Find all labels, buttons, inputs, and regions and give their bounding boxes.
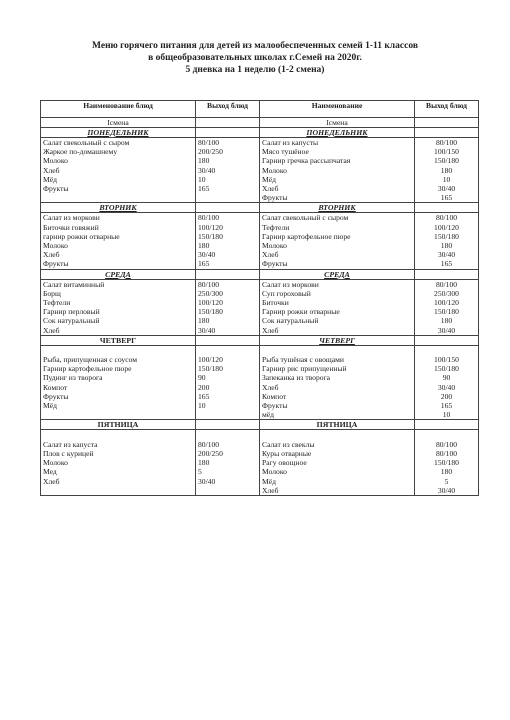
menu-table — [40, 100, 479, 496]
dish-portion: 30/40 — [198, 165, 216, 175]
shift-row — [41, 118, 479, 128]
dish-portion: 180 — [440, 165, 453, 175]
portion-list-right — [415, 279, 479, 335]
dish-portion: 80/100 — [198, 439, 220, 449]
dish-name: Салат витаминный — [43, 279, 105, 289]
day-items-row — [41, 430, 479, 495]
dish-name: Хлеб — [43, 250, 60, 260]
day-items-row — [41, 213, 479, 269]
dish-portion: 180 — [440, 241, 453, 251]
dish-portion: 150/180 — [434, 307, 459, 317]
dish-name: Молоко — [43, 241, 68, 251]
dish-list-right — [260, 430, 415, 495]
header-portion-2: Выход блюд — [415, 101, 479, 118]
day-header-row — [41, 420, 479, 430]
shift-left: Iсмена — [41, 118, 196, 128]
title-line-2: в общеобразовательных школах г.Семей на 2020г. — [148, 53, 362, 63]
dish-portion: 10 — [442, 174, 451, 184]
dish-portion: 180 — [440, 467, 453, 477]
header-portion: Выход блюд — [196, 101, 260, 118]
dish-portion: 100/120 — [198, 298, 223, 308]
dish-name: Хлеб — [262, 325, 279, 335]
dish-name: Хлеб — [43, 476, 60, 486]
dish-portion: 30/40 — [437, 250, 456, 260]
dish-portion: 80/100 — [435, 279, 458, 289]
dish-name: Мёд — [43, 401, 57, 411]
dish-name: Мёд — [43, 174, 57, 184]
portion-list-left — [196, 213, 260, 269]
dish-name: Салат из капуста — [43, 439, 98, 449]
dish-portion: 30/40 — [198, 325, 216, 335]
dish-portion: 200 — [198, 382, 210, 392]
dish-portion: 165 — [198, 259, 210, 269]
dish-list-left — [41, 213, 196, 269]
dish-portion: 30/40 — [198, 476, 216, 486]
dish-name: Гарнир картофельное пюре — [262, 231, 351, 241]
dish-name: Мед — [43, 467, 57, 477]
dish-portion: 150/180 — [434, 156, 459, 166]
day-label-right: ПОНЕДЕЛЬНИК — [260, 128, 415, 138]
dish-portion: 150/180 — [434, 364, 459, 374]
day-items-row — [41, 345, 479, 420]
dish-portion: 30/40 — [437, 485, 456, 495]
dish-portion — [417, 346, 476, 355]
dish-list-right — [260, 213, 415, 269]
day-label-right: ПЯТНИЦА — [260, 420, 415, 430]
dish-name: Гарнир гречка рассыпчатая — [262, 156, 351, 166]
day-blank — [196, 335, 260, 345]
day-blank — [415, 335, 479, 345]
dish-name: Хлеб — [262, 250, 279, 260]
day-blank — [415, 128, 479, 138]
dish-name: Хлеб — [43, 325, 60, 335]
dish-portion: 100/120 — [198, 222, 223, 232]
dish-portion: 100/150 — [434, 147, 459, 157]
portion-list-left — [196, 345, 260, 420]
day-label-right: ВТОРНИК — [260, 203, 415, 213]
dish-portion: 30/40 — [437, 325, 456, 335]
portion-list-right — [415, 213, 479, 269]
dish-portion: 80/100 — [198, 279, 220, 289]
day-label-right: ЧЕТВЕРГ — [260, 335, 415, 345]
dish-portion: 100/120 — [434, 222, 459, 232]
dish-name: Мёд — [262, 174, 276, 184]
dish-name — [43, 346, 193, 355]
dish-portion: 90 — [198, 373, 206, 383]
dish-portion: 180 — [440, 316, 453, 326]
dish-portion: 150/180 — [198, 364, 223, 374]
dish-name: Мёд — [262, 476, 276, 486]
dish-portion: 180 — [198, 458, 210, 468]
dish-name: Рыба, припущенная с соусом — [43, 355, 138, 365]
dish-name: Гарнир картофельное пюре — [43, 364, 132, 374]
dish-list-left — [41, 430, 196, 495]
dish-portion: 250/300 — [434, 288, 459, 298]
dish-name: Компот — [262, 391, 287, 401]
day-header-row — [41, 335, 479, 345]
dish-portion: 165 — [440, 259, 453, 269]
day-blank — [415, 269, 479, 279]
dish-portion: 150/180 — [198, 307, 223, 317]
dish-name: Фрукты — [43, 391, 69, 401]
dish-name: Тефтели — [262, 222, 290, 232]
dish-name: Салат из моркови — [262, 279, 319, 289]
shift-right-blank — [415, 118, 479, 128]
day-label-left: СРЕДА — [41, 269, 196, 279]
dish-name: Фрукты — [262, 401, 288, 411]
dish-name: Запеканка из творога — [262, 373, 331, 383]
dish-list-left — [41, 345, 196, 420]
day-label-left: ПЯТНИЦА — [41, 420, 196, 430]
dish-name: мёд — [262, 410, 275, 420]
dish-name: Молоко — [43, 156, 68, 166]
day-blank — [415, 203, 479, 213]
day-blank — [415, 420, 479, 430]
dish-name: Мясо тушёное — [262, 147, 309, 157]
dish-portion: 80/100 — [435, 448, 458, 458]
dish-portion: 180 — [198, 156, 210, 166]
portion-list-right — [415, 138, 479, 203]
day-blank — [196, 420, 260, 430]
dish-portion: 165 — [198, 391, 210, 401]
day-items-row — [41, 279, 479, 335]
day-label-left: ЧЕТВЕРГ — [41, 335, 196, 345]
dish-name: Биточки — [262, 298, 289, 308]
dish-name: Сок натуральный — [262, 316, 319, 326]
dish-portion: 80/100 — [435, 138, 458, 147]
dish-name: Гарнир перловый — [43, 307, 100, 317]
dish-portion: 30/40 — [437, 382, 456, 392]
dish-portion: 100/120 — [434, 298, 459, 308]
dish-portion: 150/180 — [434, 231, 459, 241]
dish-portion: 80/100 — [435, 439, 458, 449]
dish-name: гарнир рожки отварные — [43, 231, 120, 241]
dish-portion — [417, 430, 476, 439]
day-blank — [196, 128, 260, 138]
dish-portion: 10 — [198, 401, 206, 411]
portion-list-right — [415, 345, 479, 420]
day-blank — [196, 269, 260, 279]
dish-portion: 150/180 — [198, 231, 223, 241]
header-dish-name-2: Наименование — [260, 101, 415, 118]
day-header-row — [41, 128, 479, 138]
dish-portion: 180 — [198, 316, 210, 326]
dish-portion: 30/40 — [437, 184, 456, 194]
dish-name: Хлеб — [262, 485, 279, 495]
dish-name: Фрукты — [262, 259, 288, 269]
dish-name: Молоко — [262, 165, 287, 175]
dish-portion: 10 — [198, 174, 206, 184]
dish-name: Суп гороховый — [262, 288, 311, 298]
dish-portion: 165 — [198, 184, 210, 194]
dish-name: Борщ — [43, 288, 61, 298]
dish-portion: 100/150 — [434, 355, 459, 365]
dish-portion: 165 — [440, 401, 453, 411]
dish-portion — [198, 346, 257, 355]
portion-list-left — [196, 138, 260, 203]
dish-name: Хлеб — [43, 165, 60, 175]
title-line-3: 5 дневка на 1 неделю (1-2 смена) — [185, 65, 325, 75]
shift-right: Iсмена — [260, 118, 415, 128]
dish-portion: 80/100 — [198, 138, 220, 147]
dish-name: Тефтели — [43, 298, 71, 308]
dish-name: Фрукты — [262, 193, 288, 203]
dish-name: Салат свекольный с сыром — [262, 213, 349, 223]
title-line-1: Меню горячего питания для детей из малообеспеченных семей 1-11 классов — [92, 41, 418, 51]
dish-name: Жаркое по-домашнему — [43, 147, 118, 157]
portion-list-left — [196, 279, 260, 335]
day-header-row — [41, 269, 479, 279]
dish-list-right — [260, 345, 415, 420]
dish-portion: 200/250 — [198, 448, 223, 458]
day-blank — [196, 203, 260, 213]
dish-portion: 10 — [442, 410, 451, 420]
dish-name: Молоко — [43, 458, 68, 468]
dish-portion: 200/250 — [198, 147, 223, 157]
dish-name: Салат из капусты — [262, 138, 319, 147]
dish-name: Салат из моркови — [43, 213, 100, 223]
dish-portion: 5 — [198, 467, 202, 477]
portion-list-right — [415, 430, 479, 495]
dish-portion: 80/100 — [435, 213, 458, 223]
header-row — [41, 101, 479, 118]
dish-portion: 80/100 — [198, 213, 220, 223]
dish-name: Хлеб — [262, 184, 279, 194]
day-items-row — [41, 138, 479, 203]
dish-portion: 200 — [440, 391, 453, 401]
dish-portion — [198, 430, 257, 439]
dish-name — [262, 346, 412, 355]
dish-name — [43, 430, 193, 439]
dish-name: Гарнир рис припущенный — [262, 364, 347, 374]
page-title — [0, 40, 510, 76]
dish-list-left — [41, 279, 196, 335]
shift-left-blank — [196, 118, 260, 128]
portion-list-left — [196, 430, 260, 495]
dish-list-right — [260, 138, 415, 203]
dish-name: Фрукты — [43, 184, 69, 194]
dish-name: Пудинг из творога — [43, 373, 103, 383]
day-label-left: ВТОРНИК — [41, 203, 196, 213]
dish-portion: 150/180 — [434, 458, 459, 468]
dish-portion: 180 — [198, 241, 210, 251]
dish-list-right — [260, 279, 415, 335]
day-label-left: ПОНЕДЕЛЬНИК — [41, 128, 196, 138]
dish-name: Плов с курицей — [43, 448, 94, 458]
dish-name: Салат из свеклы — [262, 439, 315, 449]
dish-name: Фрукты — [43, 259, 69, 269]
dish-name: Компот — [43, 382, 68, 392]
dish-portion: 30/40 — [198, 250, 216, 260]
dish-name: Сок натуральный — [43, 316, 100, 326]
dish-name: Хлеб — [262, 382, 279, 392]
menu-body — [41, 118, 479, 496]
dish-portion: 250/300 — [198, 288, 223, 298]
day-header-row — [41, 203, 479, 213]
header-dish-name: Наименование блюд — [41, 101, 196, 118]
dish-name: Куры отварные — [262, 448, 312, 458]
dish-name — [262, 430, 412, 439]
dish-portion: 100/120 — [198, 355, 223, 365]
dish-portion: 5 — [444, 476, 449, 486]
dish-name: Гарнир рожки отварные — [262, 307, 340, 317]
dish-name: Салат свекольный с сыром — [43, 138, 130, 147]
dish-portion: 165 — [440, 193, 453, 203]
dish-list-left — [41, 138, 196, 203]
dish-name: Молоко — [262, 241, 287, 251]
dish-name: Рыба тушёная с овощами — [262, 355, 344, 365]
dish-name: Биточки говяжий — [43, 222, 99, 232]
dish-portion: 90 — [442, 373, 451, 383]
dish-name: Рагу овощное — [262, 458, 307, 468]
day-label-right: СРЕДА — [260, 269, 415, 279]
dish-name: Молоко — [262, 467, 287, 477]
